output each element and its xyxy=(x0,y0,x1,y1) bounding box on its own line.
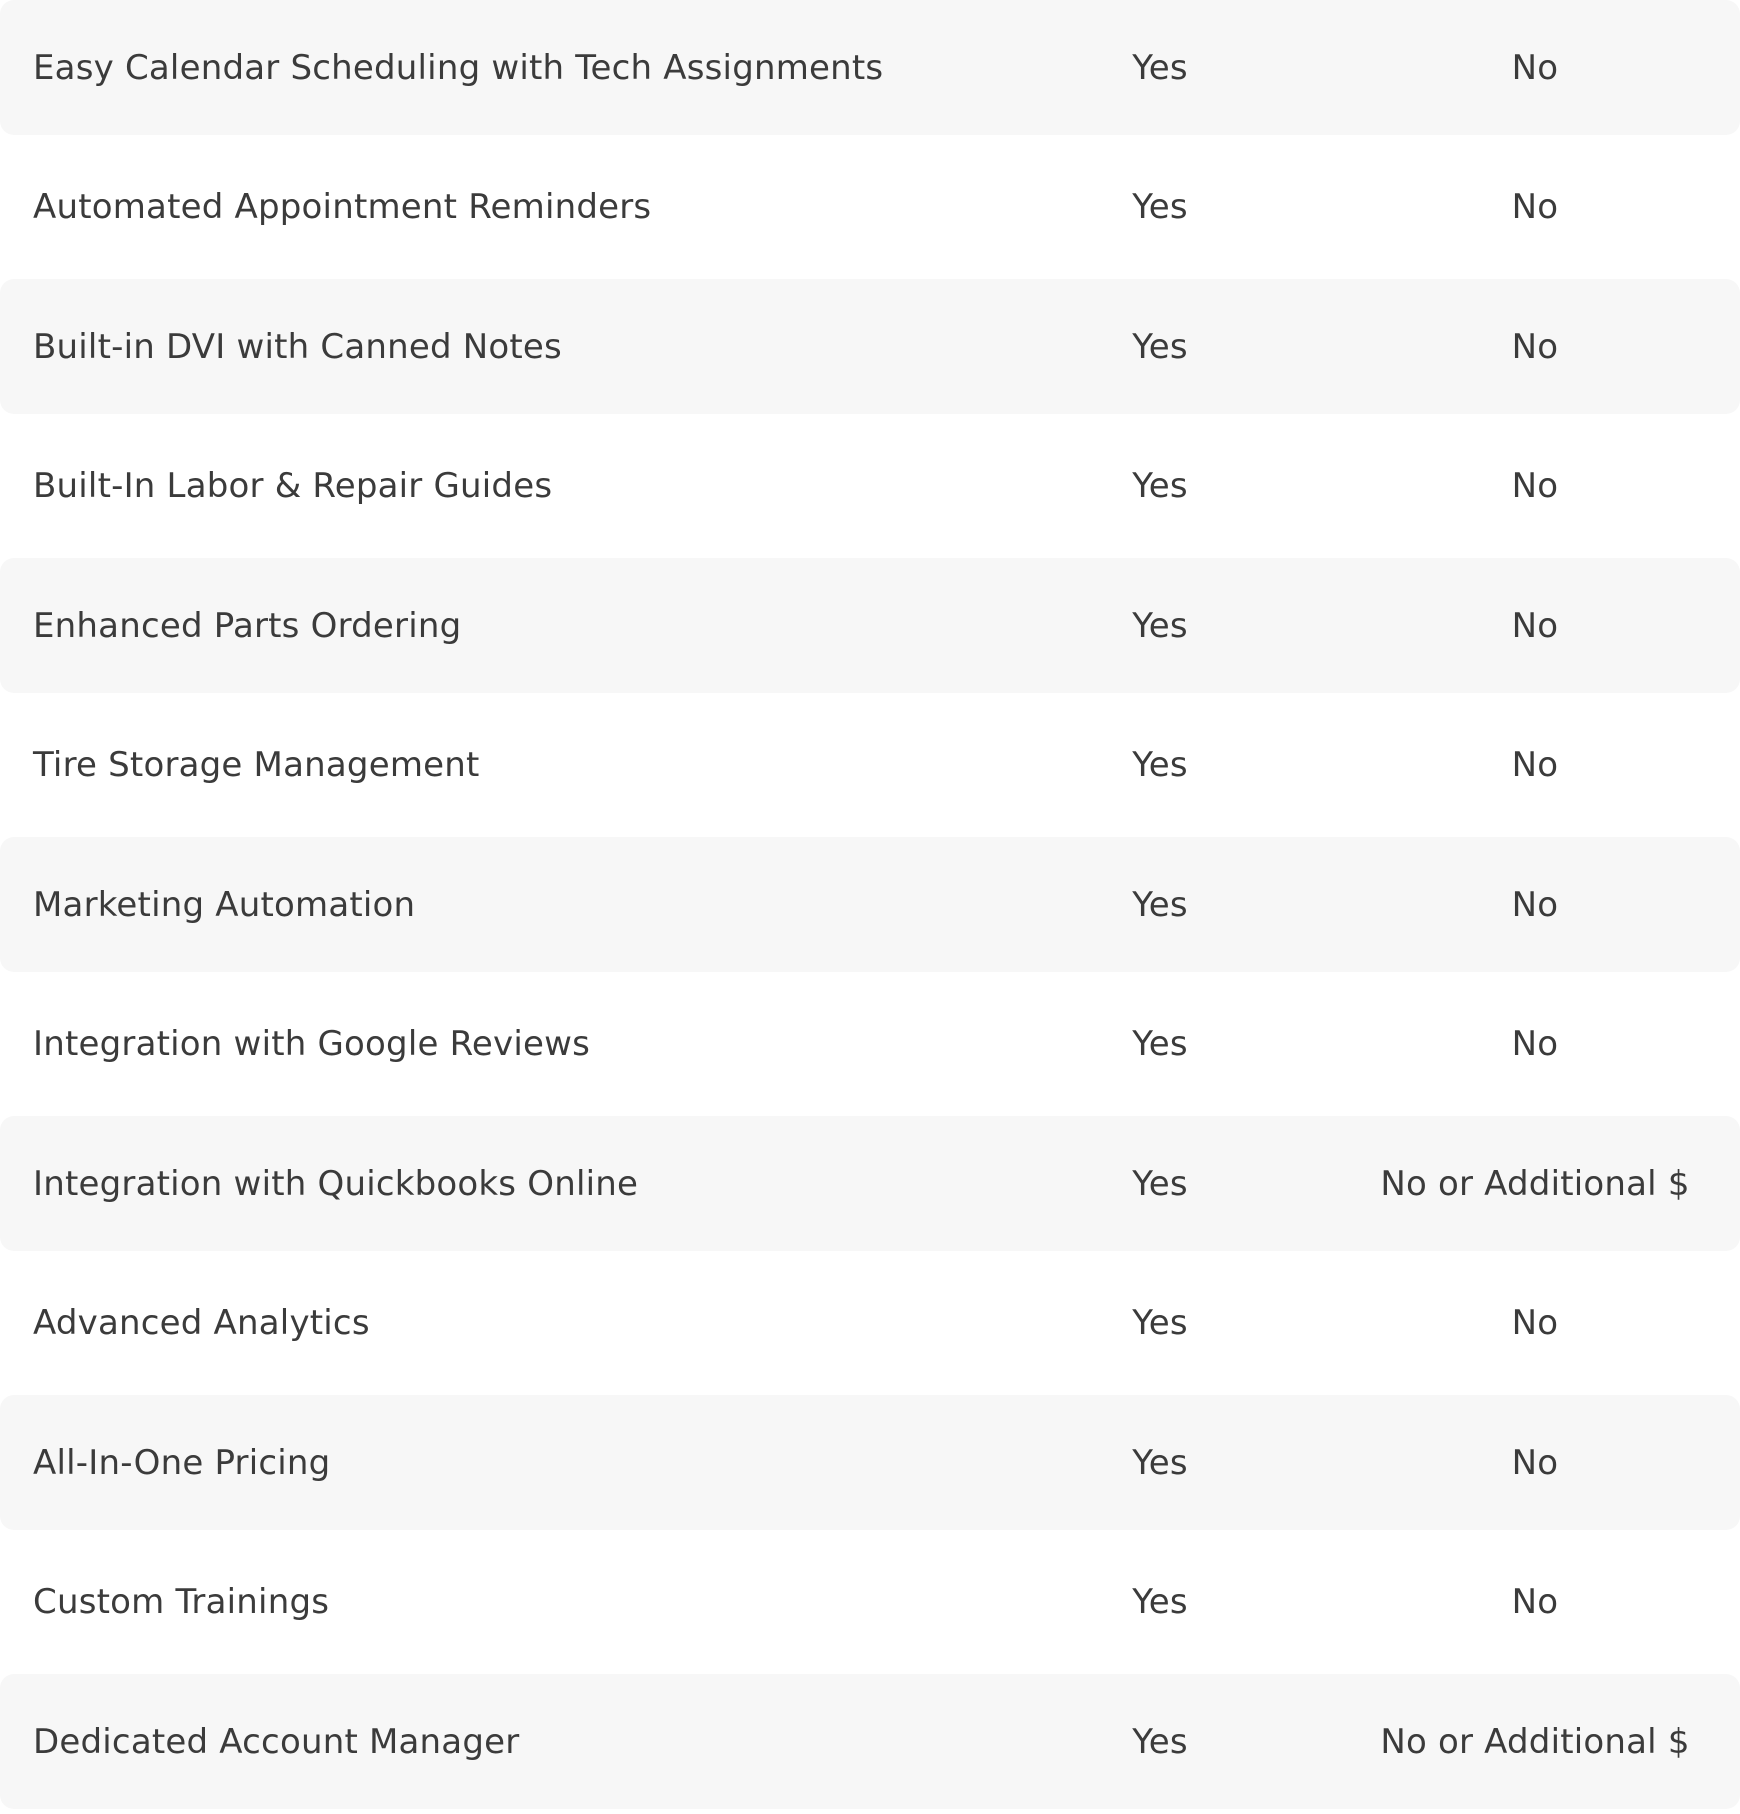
competitor-value: No xyxy=(1511,884,1559,925)
table-row xyxy=(0,1535,1740,1675)
feature-name: Built-in DVI with Canned Notes xyxy=(33,326,562,367)
ours-value: Yes xyxy=(1132,1163,1188,1204)
table-row xyxy=(0,279,1740,419)
feature-name: All-In-One Pricing xyxy=(33,1442,331,1483)
ours-value: Yes xyxy=(1132,1721,1188,1762)
feature-name: Easy Calendar Scheduling with Tech Assignments xyxy=(33,47,884,88)
ours-value: Yes xyxy=(1132,745,1188,785)
competitor-value: No xyxy=(1511,1024,1559,1064)
competitor-value: No xyxy=(1511,1442,1559,1483)
ours-value: Yes xyxy=(1132,1024,1188,1064)
table-row xyxy=(0,977,1740,1117)
ours-value: Yes xyxy=(1132,1303,1188,1343)
feature-name: Marketing Automation xyxy=(33,884,416,925)
table-row xyxy=(0,140,1740,280)
feature-name: Built-In Labor & Repair Guides xyxy=(33,466,553,506)
feature-name: Integration with Google Reviews xyxy=(33,1024,591,1064)
ours-value: Yes xyxy=(1132,326,1188,367)
competitor-value: No xyxy=(1511,187,1559,227)
feature-name: Dedicated Account Manager xyxy=(33,1721,520,1762)
competitor-value: No xyxy=(1511,47,1559,88)
ours-value: Yes xyxy=(1132,187,1188,227)
competitor-value: No xyxy=(1511,1303,1559,1343)
competitor-value: No xyxy=(1511,605,1559,646)
feature-name: Automated Appointment Reminders xyxy=(33,187,652,227)
competitor-value: No xyxy=(1511,326,1559,367)
table-row xyxy=(0,0,1740,140)
feature-name: Advanced Analytics xyxy=(33,1303,370,1343)
competitor-value: No or Additional $ xyxy=(1380,1163,1690,1204)
table-row xyxy=(0,698,1740,838)
ours-value: Yes xyxy=(1132,884,1188,925)
feature-name: Enhanced Parts Ordering xyxy=(33,605,462,646)
ours-value: Yes xyxy=(1132,1582,1188,1622)
ours-value: Yes xyxy=(1132,605,1188,646)
ours-value: Yes xyxy=(1132,1442,1188,1483)
table-row xyxy=(0,558,1740,698)
feature-name: Integration with Quickbooks Online xyxy=(33,1163,639,1204)
ours-value: Yes xyxy=(1132,47,1188,88)
table-row xyxy=(0,1256,1740,1396)
table-row xyxy=(0,419,1740,559)
table-row xyxy=(0,1395,1740,1535)
table-row xyxy=(0,1116,1740,1256)
competitor-value: No or Additional $ xyxy=(1380,1721,1690,1762)
competitor-value: No xyxy=(1511,745,1559,785)
competitor-value: No xyxy=(1511,1582,1559,1622)
competitor-value: No xyxy=(1511,466,1559,506)
feature-name: Tire Storage Management xyxy=(33,745,480,785)
table-row xyxy=(0,1674,1740,1814)
feature-name: Custom Trainings xyxy=(33,1582,330,1622)
table-row xyxy=(0,837,1740,977)
ours-value: Yes xyxy=(1132,466,1188,506)
